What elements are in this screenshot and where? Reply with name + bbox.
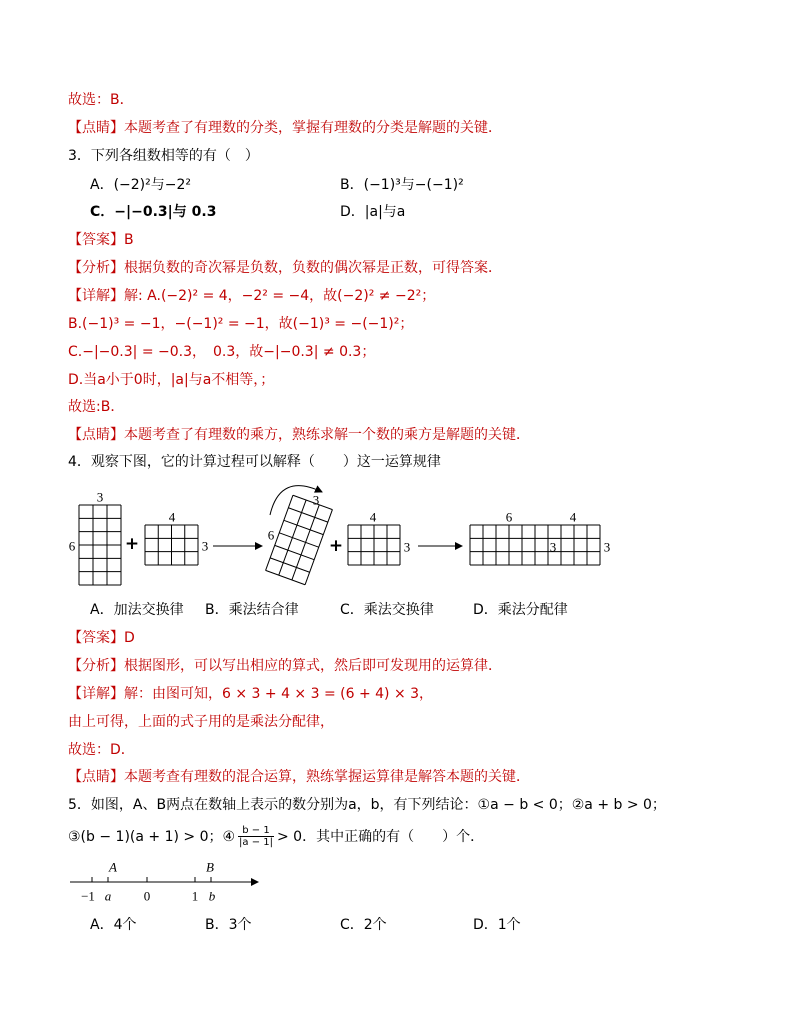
- grid-line: [275, 545, 314, 559]
- grid-3-by-4-middle: [348, 525, 400, 565]
- q4-figure: [0, 475, 640, 590]
- q5-option-a: A．4个: [90, 917, 137, 933]
- q4-solution-line: 由上可得，上面的式子用的是乘法分配律，: [68, 714, 334, 730]
- grid4-top-label: 4: [369, 509, 377, 525]
- q4-option-a: A．加法交换律: [90, 602, 184, 618]
- q5-option-c: C．2个: [340, 917, 387, 933]
- q5-stem-tail: > 0．其中正确的有（ ）个．: [277, 829, 485, 845]
- q3-solution-line: 【详解】解: A.(−2)² = 4，−2² = −4，故(−2)² ≠ −2²；: [68, 288, 436, 304]
- plus-sign: +: [124, 534, 140, 554]
- q4-analysis: 【分析】根据图形，可以写出相应的算式，然后即可发现用的运算律．: [68, 658, 502, 674]
- grid4-right-label: 3: [403, 539, 411, 555]
- q3-choose: 故选:B．: [68, 399, 125, 415]
- tick-label: 1: [191, 888, 199, 904]
- q5-option-d: D．1个: [473, 917, 521, 933]
- q4-choose: 故选：D．: [68, 742, 135, 758]
- q3-stem: 3．下列各组数相等的有（ ）: [68, 148, 259, 164]
- number-line: [0, 855, 280, 905]
- q3-option-b: B．(−1)³与−(−1)²: [340, 177, 464, 193]
- grid-6-by-3: [79, 505, 121, 585]
- grid-line: [266, 570, 305, 584]
- q4-option-c: C．乘法交换律: [340, 602, 434, 618]
- q4-answer: 【答案】D: [68, 630, 135, 646]
- q2-choose: 故选：B．: [68, 92, 134, 108]
- q3-solution-line: C.−|−0.3| = −0.3， 0.3，故−|−0.3| ≠ 0.3；: [68, 344, 376, 360]
- q5-option-b: B．3个: [205, 917, 252, 933]
- q3-answer: 【答案】B: [68, 232, 134, 248]
- result-inner-label: 3: [549, 539, 557, 555]
- rotated-grid: [266, 492, 333, 585]
- fraction-numerator: b − 1: [242, 824, 270, 836]
- grid-line: [279, 533, 318, 547]
- q4-option-b: B．乘法结合律: [205, 602, 299, 618]
- tick-label: b: [208, 888, 216, 904]
- q4-comment: 【点睛】本题考查有理数的混合运算，熟练掌握运算律是解答本题的关键．: [68, 769, 530, 785]
- grid1-top-label: 3: [96, 489, 104, 505]
- rotated-grid-left-label: 6: [267, 527, 275, 543]
- tick-label: −1: [81, 888, 95, 904]
- grid-line: [284, 520, 323, 534]
- grid2-top-label: 4: [168, 509, 176, 525]
- q5-stem-continued: [68, 822, 484, 850]
- q3-solution-line: D.当a小于0时，|a|与a不相等，；: [68, 372, 275, 388]
- grid-3-by-4-left: [145, 525, 198, 565]
- q3-comment: 【点睛】本题考查了有理数的乘方，熟练求解一个数的乘方是解题的关键．: [68, 427, 530, 443]
- q2-comment: 【点睛】本题考查了有理数的分类，掌握有理数的分类是解题的关键．: [68, 120, 502, 136]
- grid2-right-label: 3: [201, 538, 209, 554]
- fraction-denominator: |a − 1|: [239, 836, 273, 848]
- q4-stem: 4．观察下图，它的计算过程可以解释（ ）这一运算规律: [68, 454, 441, 470]
- result-right-label: 3: [603, 539, 611, 555]
- q3-option-d: D．|a|与a: [340, 204, 406, 220]
- point-a-label: A: [109, 859, 117, 875]
- q3-option-a: A．(−2)²与−2²: [90, 177, 192, 193]
- fraction: [238, 825, 274, 848]
- q3-solution-line: B.(−1)³ = −1，−(−1)² = −1，故(−1)³ = −(−1)²；: [68, 316, 414, 332]
- point-b-label: B: [206, 859, 214, 875]
- plus-sign: +: [328, 536, 344, 556]
- rotated-grid-top-label: 3: [312, 492, 320, 508]
- tick-label: a: [104, 888, 112, 904]
- q5-statement-3: ③(b − 1)(a + 1) > 0；④: [68, 829, 236, 845]
- q5-stem: 5．如图，A、B两点在数轴上表示的数分别为a，b，有下列结论：①a − b < 0；②a + b > 0；: [68, 797, 666, 813]
- result-top-left-label: 6: [505, 509, 513, 525]
- grid-line: [288, 508, 327, 522]
- grid-line: [270, 558, 309, 572]
- grid-3-by-10-result: [470, 525, 600, 565]
- q4-option-d: D．乘法分配律: [473, 602, 568, 618]
- tick-label: 0: [143, 888, 151, 904]
- q4-solution-line: 【详解】解：由图可知，6 × 3 + 4 × 3 = (6 + 4) × 3，: [68, 686, 434, 702]
- grid1-left-label: 6: [68, 538, 76, 554]
- q3-option-c: C．−|−0.3|与 0.3: [90, 204, 217, 220]
- result-top-right-label: 4: [569, 509, 577, 525]
- q3-analysis: 【分析】根据负数的奇次幂是负数，负数的偶次幂是正数，可得答案．: [68, 260, 502, 276]
